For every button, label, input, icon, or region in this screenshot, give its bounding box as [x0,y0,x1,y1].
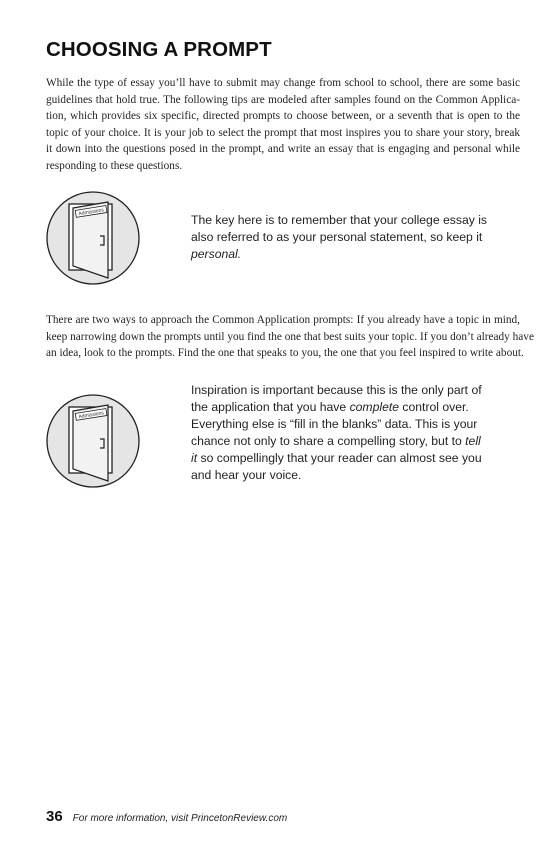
emphasis-text: personal. [191,247,242,261]
paragraph-line: topic of your choice. It is your job to select the prompt that most inspires you to share your story, break [46,126,520,139]
emphasis-text: it [191,451,198,465]
admissions-door-icon [45,393,169,491]
admissions-door-icon [45,190,169,288]
paragraph-line: guidelines that hold true. The following tips are modeled after samples found on the Common Applica- [46,93,520,106]
svg-text:Admissions: Admissions [78,410,105,421]
tip-text-2 [191,382,491,484]
paragraph-line: an idea, look to the prompts. Find the one that speaks to you, the one that you feel inspired to write about. [46,347,524,359]
section-heading: CHOOSING A PROMPT [46,38,272,61]
tip-line: The key here is to remember that your college essay is [191,213,488,227]
tip-text-1 [191,212,491,263]
tip-line: also referred to as your personal statement, so keep it [191,230,483,244]
page-footer [46,808,287,825]
tip-line: Everything else is “fill in the blanks” data. This is your [191,417,478,431]
tip-segment: the application that you have [191,400,350,414]
paragraph-line: keep narrowing down the prompts until you find the one that best suits your topic. If you don’t already have [46,330,534,343]
approach-paragraph [46,312,534,362]
paragraph-line: While the type of essay you’ll have to submit may change from school to school, there are some basic [46,77,520,89]
tip-line [191,399,491,416]
paragraph-line: There are two ways to approach the Common Application prompts: If you already have a topic in mind, [46,314,520,326]
svg-text:Admissions: Admissions [78,207,105,218]
tip-segment: control over. [399,400,469,414]
paragraph-line: tion, which provides six specific, directed prompts to choose between, or a seventh that is open to the [46,110,520,122]
tip-line [191,450,491,467]
paragraph-line: it down into the questions posed in the prompt, and write an essay that is engaging and personal while [46,143,520,155]
tip-segment: chance not only to share a compelling story, but to [191,434,466,448]
tip-line: Inspiration is important because this is the only part of [191,383,482,397]
footer-text: For more information, visit PrincetonReview.com [72,813,288,824]
paragraph-line: responding to these questions. [46,159,183,172]
emphasis-text: tell [465,434,481,448]
emphasis-text: complete [349,400,400,414]
intro-paragraph [46,75,520,174]
tip-line [191,433,491,450]
page-number: 36 [46,808,63,825]
tip-line [191,246,491,263]
tip-segment: so compellingly that your reader can almost see you [197,451,482,465]
tip-line: and hear your voice. [191,468,302,482]
